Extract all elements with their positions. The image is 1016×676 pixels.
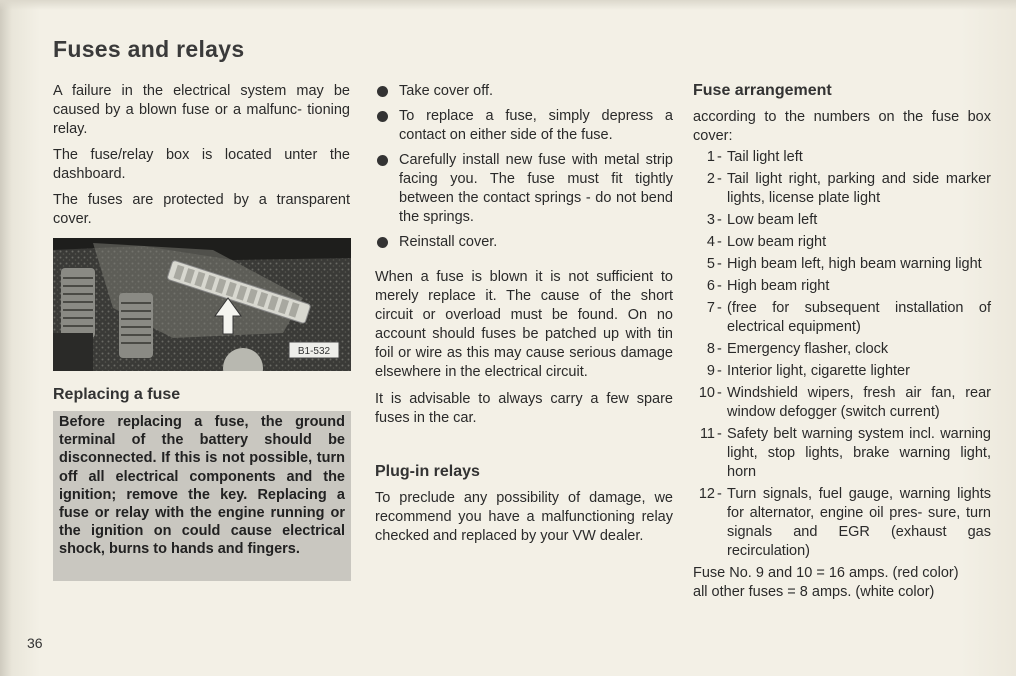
step-item: Reinstall cover. <box>375 233 673 252</box>
fuse-number: 11 <box>699 426 715 442</box>
dash-separator: - <box>717 426 722 442</box>
intro-column <box>53 82 350 236</box>
fuse-note: Fuse No. 9 and 10 = 16 amps. (red color) <box>693 565 959 581</box>
dash-separator: - <box>717 385 722 401</box>
fuse-item <box>693 211 991 230</box>
fuse-description: Low beam right <box>727 234 827 250</box>
dash-separator: - <box>717 149 722 165</box>
fuse-number: 6 <box>706 278 715 294</box>
step-item: To replace a fuse, simply depress a contact on either side of the fuse. <box>375 107 673 145</box>
intro-paragraph: The fuse/relay box is located unter the dashboard. <box>53 147 350 182</box>
body-paragraph: To preclude any possibility of damage, we recommend you have a malfunctioning relay checked and replaced by your VW dealer. <box>375 490 673 544</box>
page-number: 36 <box>27 635 43 651</box>
fuse-item <box>693 277 991 296</box>
fuse-description: High beam right <box>727 278 830 294</box>
fuse-item <box>693 170 991 208</box>
fuse-description: High beam left, high beam warning light <box>727 256 982 272</box>
fuse-item <box>693 233 991 252</box>
fuse-item <box>693 340 991 359</box>
dash-separator: - <box>717 278 722 294</box>
dash-separator: - <box>717 212 722 228</box>
body-paragraph: When a fuse is blown it is not sufficient to merely replace it. The cause of the short circuit or overload must be found. On no account should fuses be patched up with tin foil or wire as this may cause serious damage elsewhere in the electrical circuit. <box>375 269 673 380</box>
fuse-number: 4 <box>706 234 715 250</box>
dash-separator: - <box>717 234 722 250</box>
fuse-number: 5 <box>706 256 715 272</box>
steps-column <box>375 82 673 546</box>
dash-separator: - <box>717 363 722 379</box>
page-title: Fuses and relays <box>53 36 245 62</box>
bullet-icon <box>377 111 388 122</box>
fuse-box-illustration <box>53 238 351 371</box>
body-paragraph: It is advisable to always carry a few spare fuses in the car. <box>375 391 673 426</box>
fuse-number: 7 <box>706 300 715 316</box>
fuse-description: Tail light left <box>727 149 803 165</box>
step-item: Take cover off. <box>375 82 673 101</box>
section-heading: Plug-in relays <box>375 463 480 480</box>
fuse-description: Turn signals, fuel gauge, warning lights for alternator, engine oil pres- sure, turn signals and EGR (exhaust gas recirculation) <box>727 486 991 559</box>
fuse-number: 3 <box>706 212 715 228</box>
dash-separator: - <box>717 171 722 187</box>
section-heading: Fuse arrangement <box>693 82 832 99</box>
fuse-note: all other fuses = 8 amps. (white color) <box>693 584 935 600</box>
intro-paragraph: A failure in the electrical system may be caused by a blown fuse or a malfunc- tioning relay. <box>53 83 350 137</box>
fuse-description: Low beam left <box>727 212 818 228</box>
fuse-description: Tail light right, parking and side marker lights, license plate light <box>727 171 991 206</box>
intro-paragraph: The fuses are protected by a transparent cover. <box>53 192 350 227</box>
fuse-item <box>693 485 991 561</box>
arrangement-intro: according to the numbers on the fuse box cover: <box>693 109 991 144</box>
fuse-item <box>693 425 991 482</box>
fuse-description: (free for subsequent installation of electrical equipment) <box>727 300 991 335</box>
fuse-item <box>693 384 991 422</box>
fuse-description: Windshield wipers, fresh air fan, rear window defogger (switch current) <box>727 385 991 420</box>
dash-separator: - <box>717 300 722 316</box>
fuse-item <box>693 362 991 381</box>
fuse-number: 8 <box>706 341 715 357</box>
fuse-list <box>693 148 991 561</box>
warning-box <box>53 411 351 581</box>
dash-separator: - <box>717 486 722 502</box>
fuse-number: 12 <box>698 486 715 502</box>
dash-separator: - <box>717 256 722 272</box>
fuse-box-photo <box>53 238 351 371</box>
arrangement-column <box>693 82 991 602</box>
dash-separator: - <box>717 341 722 357</box>
fuse-number: 9 <box>706 363 715 379</box>
section-heading: Replacing a fuse <box>53 386 181 403</box>
fuse-number: 1 <box>706 149 715 165</box>
fuse-item <box>693 299 991 337</box>
figure-label: B1-532 <box>297 346 331 357</box>
warning-text: Before replacing a fuse, the ground terminal of the battery should be disconnected. If this is not possible, turn off all electrical components and the ignition; remove the key. Replacing a fuse or relay with the engine running or the ignition on could cause electrical shock, burns to hands and fingers. <box>59 414 345 558</box>
fuse-description: Safety belt warning system incl. warning light, stop lights, brake warning light, horn <box>727 426 991 480</box>
bullet-icon <box>377 237 388 248</box>
fuse-description: Interior light, cigarette lighter <box>727 363 910 379</box>
fuse-item <box>693 255 991 274</box>
fuse-number: 10 <box>698 385 715 401</box>
page-top-shadow <box>0 0 1016 10</box>
step-item: Carefully install new fuse with metal strip facing you. The fuse must fit tightly between the contact springs - do not bend the springs. <box>375 151 673 227</box>
step-list <box>375 82 673 252</box>
fuse-number: 2 <box>706 171 715 187</box>
fuse-description: Emergency flasher, clock <box>727 341 889 357</box>
bullet-icon <box>377 86 388 97</box>
fuse-item <box>693 148 991 167</box>
bullet-icon <box>377 155 388 166</box>
